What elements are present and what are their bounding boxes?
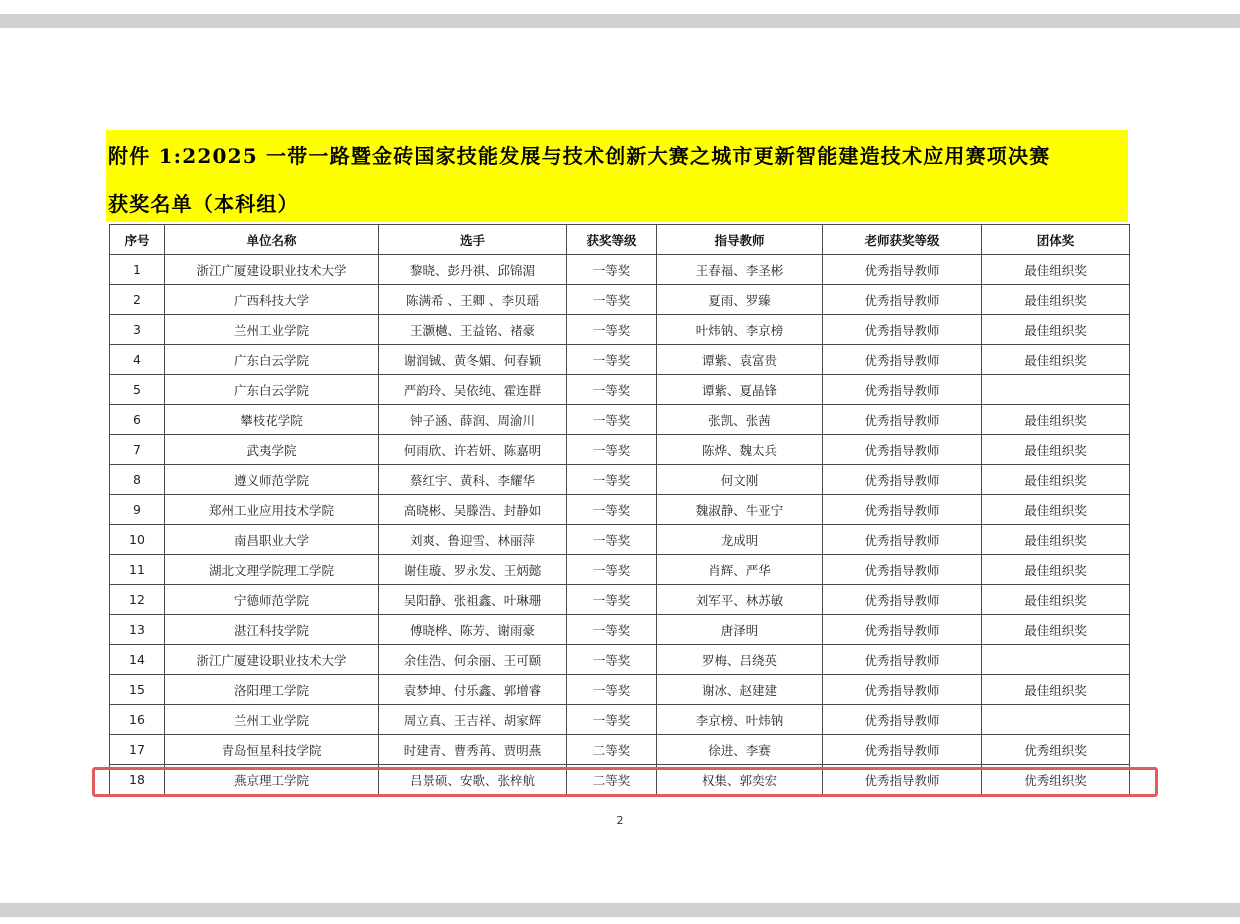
table-row xyxy=(110,345,1130,375)
cell-award-level: 一等奖 xyxy=(567,405,657,435)
cell-teacher-award: 优秀指导教师 xyxy=(823,735,982,765)
header-institution: 单位名称 xyxy=(165,225,379,255)
cell-contestants: 谢佳璇、罗永发、王炳懿 xyxy=(379,555,567,585)
cell-team-award: 最佳组织奖 xyxy=(982,405,1130,435)
cell-teacher-award: 优秀指导教师 xyxy=(823,645,982,675)
title-line-1: 附件 1:22025 一带一路暨金砖国家技能发展与技术创新大赛之城市更新智能建造技术应用赛项决赛 xyxy=(108,144,1051,168)
cell-contestants: 周立真、王吉祥、胡家辉 xyxy=(379,705,567,735)
cell-institution: 广西科技大学 xyxy=(165,285,379,315)
cell-index: 3 xyxy=(110,315,165,345)
cell-index: 12 xyxy=(110,585,165,615)
cell-instructors: 罗梅、吕绕英 xyxy=(657,645,823,675)
cell-contestants: 蔡红宇、黄科、李耀华 xyxy=(379,465,567,495)
table-header-row xyxy=(110,225,1130,255)
cell-award-level: 二等奖 xyxy=(567,735,657,765)
table-row xyxy=(110,555,1130,585)
cell-instructors: 魏淑静、牛亚宁 xyxy=(657,495,823,525)
page-separator-bottom xyxy=(0,903,1240,917)
cell-index: 5 xyxy=(110,375,165,405)
cell-contestants: 高晓彬、吴滕浩、封静如 xyxy=(379,495,567,525)
table-row xyxy=(110,255,1130,285)
cell-institution: 广东白云学院 xyxy=(165,345,379,375)
cell-award-level: 一等奖 xyxy=(567,285,657,315)
cell-index: 14 xyxy=(110,645,165,675)
cell-institution: 遵义师范学院 xyxy=(165,465,379,495)
cell-contestants: 钟子涵、薛润、周渝川 xyxy=(379,405,567,435)
cell-contestants: 陈满希 、王卿 、李贝瑶 xyxy=(379,285,567,315)
cell-index: 6 xyxy=(110,405,165,435)
cell-team-award: 最佳组织奖 xyxy=(982,555,1130,585)
cell-contestants: 何雨欣、许若妍、陈嘉明 xyxy=(379,435,567,465)
header-award-level: 获奖等级 xyxy=(567,225,657,255)
cell-instructors: 唐泽明 xyxy=(657,615,823,645)
cell-teacher-award: 优秀指导教师 xyxy=(823,285,982,315)
cell-contestants: 黎晓、彭丹祺、邱锦湄 xyxy=(379,255,567,285)
table-row xyxy=(110,405,1130,435)
document-title xyxy=(106,130,1128,222)
cell-index: 8 xyxy=(110,465,165,495)
cell-teacher-award: 优秀指导教师 xyxy=(823,315,982,345)
cell-index: 7 xyxy=(110,435,165,465)
cell-instructors: 夏雨、罗臻 xyxy=(657,285,823,315)
header-team-award: 团体奖 xyxy=(982,225,1130,255)
cell-instructors: 谢冰、赵建建 xyxy=(657,675,823,705)
cell-contestants: 谢润铖、黄冬媚、何春颖 xyxy=(379,345,567,375)
cell-teacher-award: 优秀指导教师 xyxy=(823,435,982,465)
cell-teacher-award: 优秀指导教师 xyxy=(823,765,982,795)
cell-index: 4 xyxy=(110,345,165,375)
table-row xyxy=(110,525,1130,555)
table-row xyxy=(110,495,1130,525)
cell-institution: 浙江广厦建设职业技术大学 xyxy=(165,255,379,285)
page-number: 2 xyxy=(616,814,624,827)
cell-index: 1 xyxy=(110,255,165,285)
cell-index: 10 xyxy=(110,525,165,555)
highlight-annotation-box xyxy=(92,767,1158,797)
cell-institution: 郑州工业应用技术学院 xyxy=(165,495,379,525)
cell-institution: 兰州工业学院 xyxy=(165,315,379,345)
cell-team-award: 优秀组织奖 xyxy=(982,765,1130,795)
cell-index: 16 xyxy=(110,705,165,735)
cell-teacher-award: 优秀指导教师 xyxy=(823,375,982,405)
cell-index: 17 xyxy=(110,735,165,765)
cell-contestants: 余佳浩、何余丽、王可颐 xyxy=(379,645,567,675)
table-row xyxy=(110,585,1130,615)
header-teacher-award: 老师获奖等级 xyxy=(823,225,982,255)
cell-teacher-award: 优秀指导教师 xyxy=(823,495,982,525)
cell-contestants: 袁梦坤、付乐鑫、郭增睿 xyxy=(379,675,567,705)
cell-award-level: 一等奖 xyxy=(567,525,657,555)
cell-institution: 湖北文理学院理工学院 xyxy=(165,555,379,585)
cell-instructors: 龙成明 xyxy=(657,525,823,555)
cell-team-award xyxy=(982,705,1130,735)
cell-team-award: 最佳组织奖 xyxy=(982,675,1130,705)
cell-contestants: 时建青、曹秀苒、贾明燕 xyxy=(379,735,567,765)
cell-instructors: 谭紫、夏晶锋 xyxy=(657,375,823,405)
table-row xyxy=(110,465,1130,495)
cell-team-award: 最佳组织奖 xyxy=(982,495,1130,525)
cell-team-award: 最佳组织奖 xyxy=(982,465,1130,495)
cell-institution: 湛江科技学院 xyxy=(165,615,379,645)
cell-institution: 青岛恒星科技学院 xyxy=(165,735,379,765)
cell-award-level: 一等奖 xyxy=(567,585,657,615)
cell-teacher-award: 优秀指导教师 xyxy=(823,615,982,645)
cell-team-award: 最佳组织奖 xyxy=(982,615,1130,645)
cell-institution: 宁德师范学院 xyxy=(165,585,379,615)
cell-instructors: 刘军平、林苏敏 xyxy=(657,585,823,615)
cell-index: 18 xyxy=(110,765,165,795)
cell-contestants: 刘爽、鲁迎雪、林丽萍 xyxy=(379,525,567,555)
cell-teacher-award: 优秀指导教师 xyxy=(823,345,982,375)
cell-team-award: 最佳组织奖 xyxy=(982,345,1130,375)
header-index: 序号 xyxy=(110,225,165,255)
awards-table xyxy=(109,224,1130,795)
cell-instructors: 权集、郭奕宏 xyxy=(657,765,823,795)
cell-award-level: 一等奖 xyxy=(567,465,657,495)
cell-team-award xyxy=(982,645,1130,675)
cell-award-level: 二等奖 xyxy=(567,765,657,795)
table-row xyxy=(110,315,1130,345)
title-line-2: 获奖名单（本科组） xyxy=(108,192,299,216)
cell-teacher-award: 优秀指导教师 xyxy=(823,675,982,705)
header-contestants: 选手 xyxy=(379,225,567,255)
table-row xyxy=(110,615,1130,645)
cell-instructors: 肖辉、严华 xyxy=(657,555,823,585)
cell-contestants: 傅晓桦、陈芳、谢雨豪 xyxy=(379,615,567,645)
table-row xyxy=(110,705,1130,735)
cell-team-award: 最佳组织奖 xyxy=(982,435,1130,465)
cell-institution: 广东白云学院 xyxy=(165,375,379,405)
page-separator-top xyxy=(0,14,1240,28)
cell-instructors: 何文刚 xyxy=(657,465,823,495)
cell-award-level: 一等奖 xyxy=(567,435,657,465)
cell-index: 13 xyxy=(110,615,165,645)
cell-institution: 攀枝花学院 xyxy=(165,405,379,435)
cell-instructors: 陈烨、魏太兵 xyxy=(657,435,823,465)
table-row xyxy=(110,375,1130,405)
cell-index: 2 xyxy=(110,285,165,315)
table-row xyxy=(110,435,1130,465)
cell-institution: 浙江广厦建设职业技术大学 xyxy=(165,645,379,675)
cell-team-award: 最佳组织奖 xyxy=(982,315,1130,345)
cell-index: 9 xyxy=(110,495,165,525)
cell-award-level: 一等奖 xyxy=(567,615,657,645)
cell-teacher-award: 优秀指导教师 xyxy=(823,525,982,555)
cell-teacher-award: 优秀指导教师 xyxy=(823,255,982,285)
cell-teacher-award: 优秀指导教师 xyxy=(823,585,982,615)
cell-award-level: 一等奖 xyxy=(567,495,657,525)
cell-index: 15 xyxy=(110,675,165,705)
cell-team-award xyxy=(982,375,1130,405)
cell-team-award: 最佳组织奖 xyxy=(982,285,1130,315)
cell-instructors: 叶炜钠、李京榜 xyxy=(657,315,823,345)
cell-teacher-award: 优秀指导教师 xyxy=(823,555,982,585)
cell-institution: 燕京理工学院 xyxy=(165,765,379,795)
table-row xyxy=(110,675,1130,705)
cell-award-level: 一等奖 xyxy=(567,645,657,675)
cell-contestants: 吕景硕、安歌、张梓航 xyxy=(379,765,567,795)
cell-institution: 武夷学院 xyxy=(165,435,379,465)
cell-award-level: 一等奖 xyxy=(567,705,657,735)
cell-award-level: 一等奖 xyxy=(567,675,657,705)
cell-teacher-award: 优秀指导教师 xyxy=(823,405,982,435)
cell-award-level: 一等奖 xyxy=(567,255,657,285)
cell-contestants: 王灏樾、王益铭、褚豪 xyxy=(379,315,567,345)
cell-team-award: 优秀组织奖 xyxy=(982,735,1130,765)
cell-award-level: 一等奖 xyxy=(567,315,657,345)
cell-instructors: 徐进、李赛 xyxy=(657,735,823,765)
cell-instructors: 张凯、张茜 xyxy=(657,405,823,435)
table-body xyxy=(110,255,1130,795)
cell-team-award: 最佳组织奖 xyxy=(982,525,1130,555)
cell-team-award: 最佳组织奖 xyxy=(982,255,1130,285)
cell-institution: 洛阳理工学院 xyxy=(165,675,379,705)
cell-team-award: 最佳组织奖 xyxy=(982,585,1130,615)
cell-award-level: 一等奖 xyxy=(567,375,657,405)
cell-teacher-award: 优秀指导教师 xyxy=(823,705,982,735)
table-row xyxy=(110,735,1130,765)
cell-index: 11 xyxy=(110,555,165,585)
table-row xyxy=(110,645,1130,675)
cell-instructors: 李京榜、叶炜钠 xyxy=(657,705,823,735)
header-instructors: 指导教师 xyxy=(657,225,823,255)
cell-contestants: 吴阳静、张祖鑫、叶琳珊 xyxy=(379,585,567,615)
cell-institution: 南昌职业大学 xyxy=(165,525,379,555)
table-row xyxy=(110,285,1130,315)
cell-institution: 兰州工业学院 xyxy=(165,705,379,735)
cell-contestants: 严韵玲、吴依纯、霍连群 xyxy=(379,375,567,405)
cell-instructors: 谭紫、袁富贵 xyxy=(657,345,823,375)
cell-instructors: 王春福、李圣彬 xyxy=(657,255,823,285)
cell-award-level: 一等奖 xyxy=(567,555,657,585)
cell-teacher-award: 优秀指导教师 xyxy=(823,465,982,495)
cell-award-level: 一等奖 xyxy=(567,345,657,375)
